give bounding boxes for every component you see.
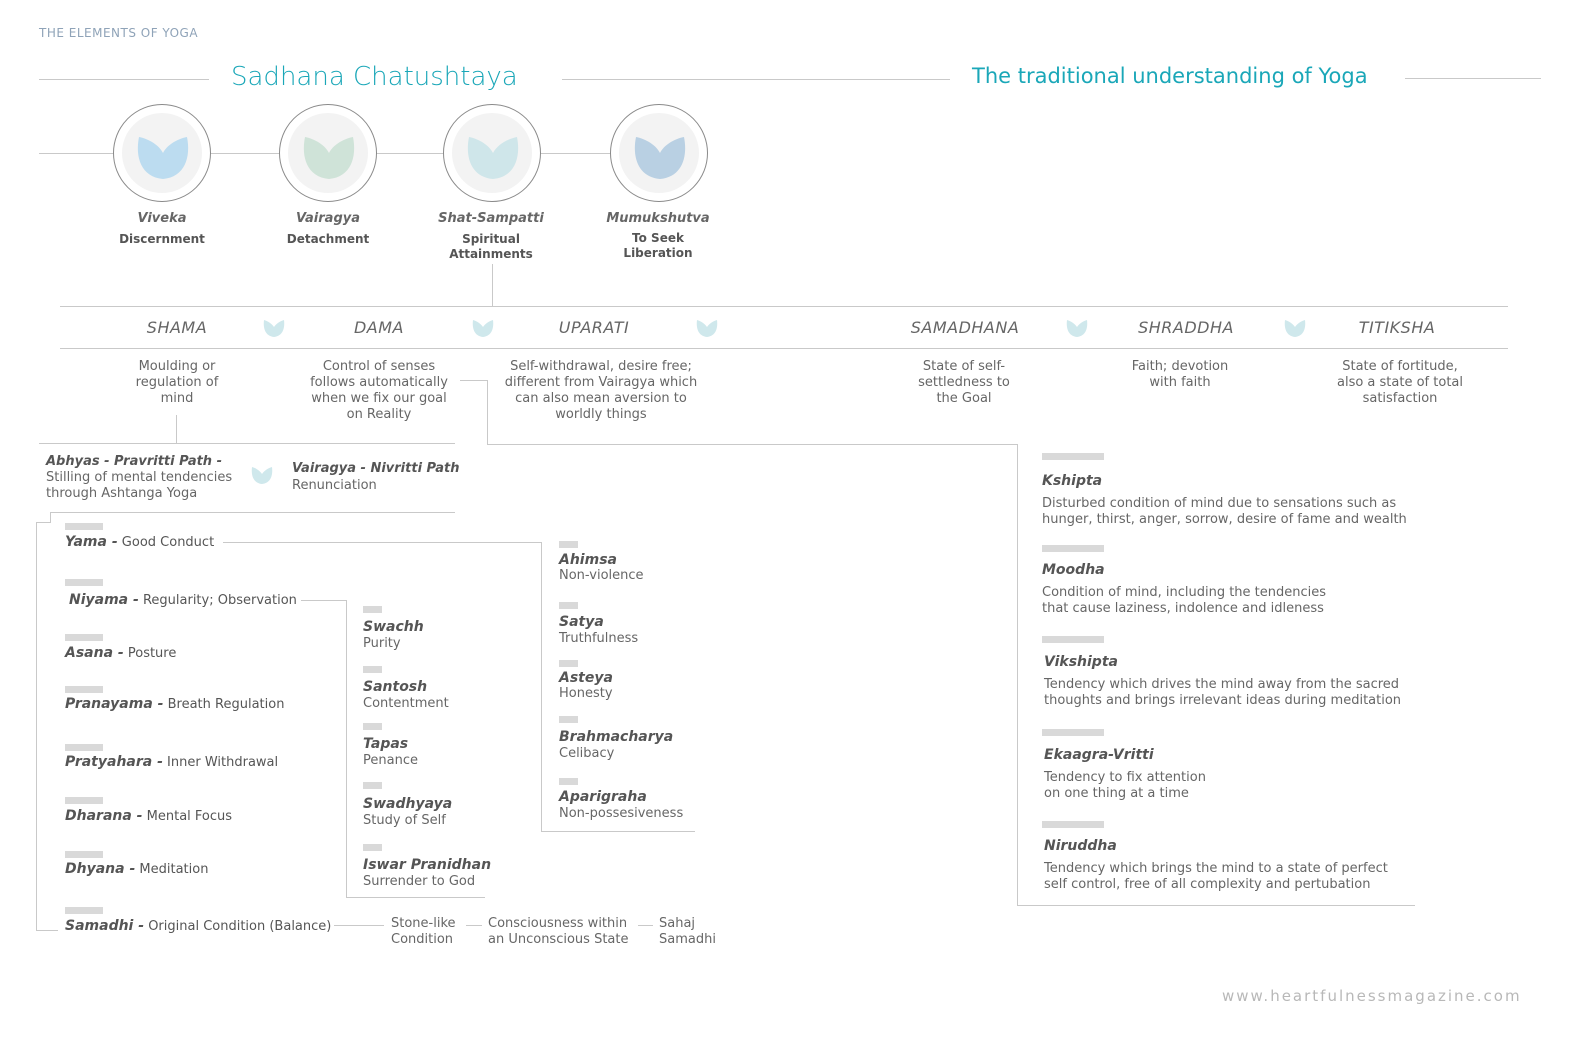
mind-state-name: Ekaagra-Vritti [1044, 747, 1154, 763]
marker-bar [559, 541, 578, 548]
pillar-desc: Detachment [286, 232, 370, 246]
marker-bar [1042, 545, 1104, 552]
niyama-name: Santosh [363, 679, 428, 695]
limb-desc: Original Condition (Balance) [148, 919, 332, 934]
limb-desc: Good Conduct [121, 535, 215, 550]
connector [334, 925, 384, 926]
path-desc-abhyas: Stilling of mental tendencies through Ashtanga Yoga [46, 470, 233, 501]
leaf-icon [1283, 318, 1307, 338]
connector [460, 380, 488, 381]
path-name-vairagya: Vairagya - Nivritti Path [292, 461, 460, 476]
virtue-name: SAMADHANA [910, 318, 1020, 337]
band-bottom-line [60, 348, 1508, 349]
marker-bar [363, 723, 382, 730]
limb-item-dharana [65, 808, 232, 824]
marker-bar [1042, 636, 1104, 643]
path-name-abhyas: Abhyas - Pravritti Path - [46, 454, 222, 469]
niyama-desc: Penance [363, 753, 418, 768]
page-kicker: THE ELEMENTS OF YOGA [39, 26, 199, 40]
lotus-icon [463, 127, 523, 183]
yama-desc: Non-violence [559, 568, 644, 583]
niyama-desc: Surrender to God [363, 874, 476, 889]
virtue-name: SHRADDHA [1138, 318, 1234, 337]
yama-name: Satya [559, 614, 604, 630]
yama-name: Ahimsa [559, 552, 617, 568]
yama-desc: Non-possesiveness [559, 806, 684, 821]
virtue-desc: Self-withdrawal, desire free; different from Vairagya which can also mean aversion to worldly things [504, 359, 698, 422]
pillar-name: Vairagya [295, 211, 361, 226]
connector [492, 264, 493, 306]
limb-desc: Inner Withdrawal [167, 755, 279, 770]
limb-name: Dhyana - [65, 861, 136, 877]
footer-url[interactable]: www.heartfulnessmagazine.com [1222, 987, 1522, 1005]
virtue-name: TITIKSHA [1358, 318, 1436, 337]
virtue-name: DAMA [353, 318, 404, 337]
marker-bar [559, 660, 578, 667]
samadhi-stage: Stone-like Condition [391, 916, 456, 947]
connector [176, 415, 177, 443]
marker-bar [363, 782, 382, 789]
virtue-name: SHAMA [146, 318, 208, 337]
niyama-desc: Contentment [363, 696, 449, 711]
limb-desc: Mental Focus [146, 809, 233, 824]
niyama-name: Iswar Pranidhan [363, 857, 492, 873]
leaf-icon [262, 318, 286, 338]
marker-bar [65, 907, 103, 914]
niyama-name: Swachh [363, 619, 424, 635]
limb-desc: Regularity; Observation [142, 593, 297, 608]
niyama-desc: Study of Self [363, 813, 446, 828]
mind-state-name: Vikshipta [1044, 654, 1118, 670]
mind-state-desc: Disturbed condition of mind due to sensations such as hunger, thirst, anger, sorrow, desire of fame and wealth [1042, 496, 1407, 527]
yama-name: Brahmacharya [559, 729, 674, 745]
marker-bar [65, 744, 103, 751]
divider [1405, 78, 1541, 79]
marker-bar [559, 778, 578, 785]
marker-bar [65, 579, 103, 586]
limb-item-pranayama [65, 696, 284, 712]
connector [36, 930, 58, 931]
divider [39, 79, 209, 80]
marker-bar [363, 666, 382, 673]
niyama-name: Tapas [363, 736, 409, 752]
samadhi-stage: Consciousness within an Unconscious State [488, 916, 629, 947]
niyama-name: Swadhyaya [363, 796, 453, 812]
limb-item-dhyana [65, 861, 208, 877]
mind-state-name: Kshipta [1042, 473, 1103, 489]
marker-bar [1042, 453, 1104, 460]
virtue-desc: State of self-settledness to the Goal [918, 359, 1010, 406]
marker-bar [65, 686, 103, 693]
connector [487, 380, 488, 445]
marker-bar [65, 797, 103, 804]
leaf-icon [1065, 318, 1089, 338]
pillar-name: Shat-Sampatti [438, 211, 544, 226]
yama-desc: Truthfulness [559, 631, 639, 646]
connector [541, 831, 695, 832]
connector [50, 512, 51, 522]
connector [301, 600, 347, 601]
limb-item-asana [65, 645, 176, 661]
marker-bar [1042, 729, 1104, 736]
limb-desc: Breath Regulation [167, 697, 285, 712]
limb-name: Pranayama - [65, 696, 164, 712]
limb-name: Niyama - [69, 592, 139, 608]
connector [36, 522, 51, 523]
connector [638, 925, 653, 926]
limb-item-niyama [69, 592, 297, 608]
mind-state-name: Niruddha [1044, 838, 1117, 854]
connector [466, 925, 482, 926]
limb-desc: Posture [127, 646, 177, 661]
path-desc-vairagya: Renunciation [292, 478, 377, 493]
virtue-desc: State of fortitude, also a state of total satisfaction [1337, 359, 1463, 406]
connector [346, 897, 485, 898]
pillar-circle-viveka [113, 104, 211, 202]
pillar-circle-shat-sampatti [443, 104, 541, 202]
limb-name: Yama - [65, 534, 118, 550]
virtue-desc: Control of senses follows automatically when we fix our goal on Reality [310, 359, 448, 422]
pillar-circle-vairagya [279, 104, 377, 202]
page-title: Sadhana Chatushtaya [231, 62, 518, 92]
marker-bar [363, 606, 382, 613]
virtue-desc: Moulding or regulation of mind [135, 359, 219, 406]
marker-bar [65, 634, 103, 641]
marker-bar [363, 844, 382, 851]
yama-desc: Celibacy [559, 746, 615, 761]
band-top-line [60, 306, 1508, 307]
connector [346, 600, 347, 898]
connector [39, 443, 455, 444]
marker-bar [65, 523, 103, 530]
samadhi-stage: Sahaj Samadhi [659, 916, 716, 947]
pillar-desc: To Seek Liberation [623, 231, 693, 260]
yama-name: Asteya [559, 670, 613, 686]
leaf-icon [471, 318, 495, 338]
virtue-desc: Faith; devotion with faith [1131, 359, 1229, 390]
divider [562, 79, 950, 80]
limb-item-pratyahara [65, 754, 278, 770]
connector [36, 522, 37, 931]
yama-desc: Honesty [559, 686, 613, 701]
lotus-icon [133, 127, 193, 183]
limb-item-yama [65, 534, 214, 550]
limb-name: Asana - [65, 645, 124, 661]
marker-bar [1042, 821, 1104, 828]
limb-name: Pratyahara - [65, 754, 163, 770]
marker-bar [559, 602, 578, 609]
marker-bar [65, 851, 103, 858]
connector [487, 444, 1018, 445]
mind-state-desc: Condition of mind, including the tendencies that cause laziness, indolence and idleness [1042, 585, 1327, 616]
mind-state-name: Moodha [1042, 562, 1105, 578]
yama-name: Aparigraha [559, 789, 647, 805]
pillar-desc: Spiritual Attainments [449, 232, 533, 261]
lotus-icon [299, 127, 359, 183]
limb-item-samadhi [65, 918, 331, 934]
pillar-circle-mumukshutva [610, 104, 708, 202]
limb-name: Dharana - [65, 808, 143, 824]
mind-state-desc: Tendency to fix attention on one thing at a time [1044, 770, 1206, 801]
mind-state-desc: Tendency which drives the mind away from the sacred thoughts and brings irrelevant ideas during meditation [1044, 677, 1402, 708]
mind-state-desc: Tendency which brings the mind to a state of perfect self control, free of all complexity and pertubation [1044, 861, 1388, 892]
niyama-desc: Purity [363, 636, 401, 651]
leaf-icon [695, 318, 719, 338]
pillar-name: Mumukshutva [606, 211, 710, 226]
limb-name: Samadhi - [65, 918, 145, 934]
connector [1017, 905, 1415, 906]
connector [541, 542, 542, 832]
lotus-icon [630, 127, 690, 183]
connector [1017, 444, 1018, 906]
connector [223, 542, 542, 543]
page-subtitle: The traditional understanding of Yoga [972, 64, 1368, 88]
connector [50, 512, 455, 513]
pillar-name: Viveka [137, 211, 187, 226]
virtue-name: UPARATI [558, 318, 630, 337]
pillar-desc: Discernment [119, 232, 205, 246]
limb-desc: Meditation [139, 862, 209, 877]
leaf-icon [250, 465, 274, 485]
marker-bar [559, 716, 578, 723]
